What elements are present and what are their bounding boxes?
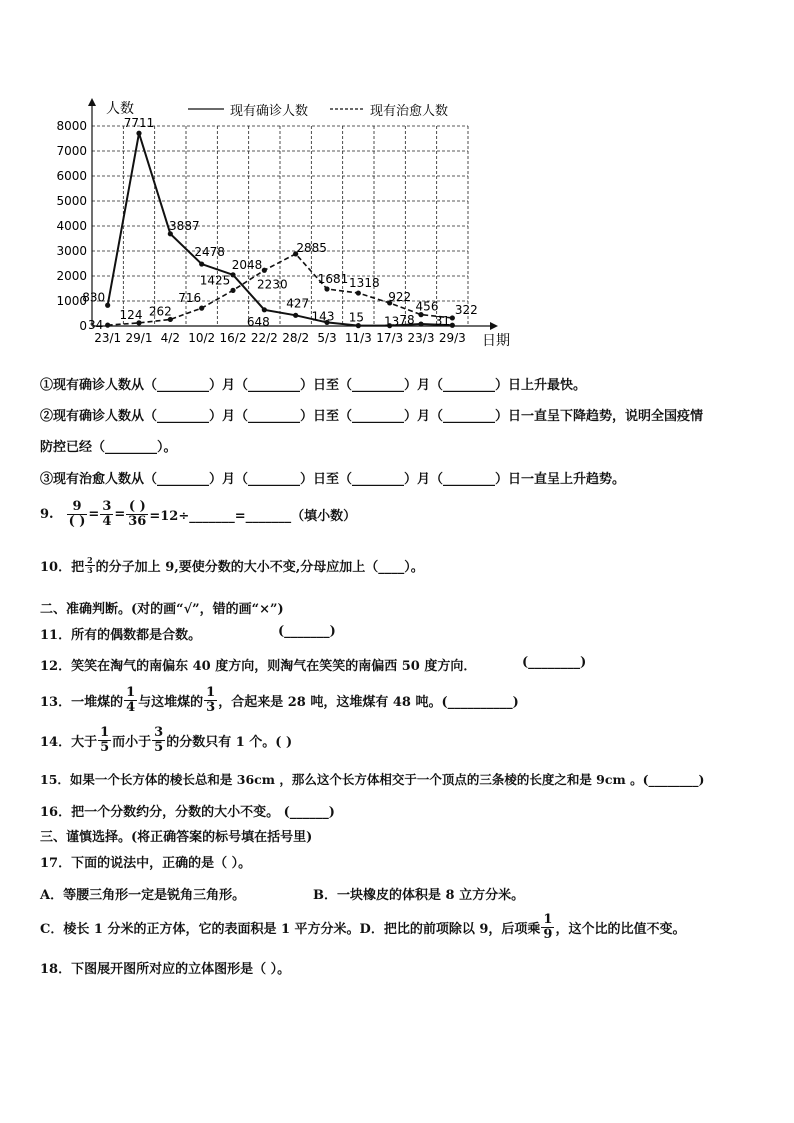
- question-9: [40, 496, 356, 532]
- y-tick-label: 2000: [56, 269, 87, 283]
- y-tick-label: 0: [79, 319, 87, 333]
- data-label: 7711: [123, 116, 155, 131]
- q10-fraction: $\frac{2}{3}$: [87, 555, 93, 575]
- q13-middle: 与这堆煤的: [138, 694, 204, 710]
- data-point: [136, 131, 141, 136]
- data-label: 322: [454, 302, 478, 317]
- data-point: [199, 306, 204, 311]
- q14-prefix: 14．大于: [40, 734, 98, 750]
- data-label: 143: [311, 309, 335, 324]
- data-label: 427: [286, 296, 310, 311]
- question-17: 17．下面的说法中，正确的是（ ）。: [40, 856, 252, 871]
- x-tick-label: 29/1: [125, 331, 153, 345]
- q13-fraction-2: $\frac{1}{3}$: [206, 684, 216, 715]
- q17-option-a: A．等腰三角形一定是锐角三角形。: [40, 888, 246, 903]
- y-tick-label: 5000: [56, 194, 87, 208]
- data-label: 456: [415, 299, 439, 314]
- q12-answer-blank: (________): [522, 655, 587, 670]
- data-label: 13: [384, 314, 400, 329]
- q8-item-a: ①现有确诊人数从（________）月（________）日至（________）月（________）日上升最快。: [40, 378, 587, 393]
- data-label: 124: [119, 307, 143, 322]
- q9-equals-2: =: [114, 506, 126, 522]
- legend-series-2: 现有治愈人数: [370, 104, 449, 119]
- q11-text: 11．所有的偶数都是合数。: [40, 628, 202, 643]
- section-3-heading: 三、谨慎选择。(将正确答案的标号填在括号里): [40, 830, 313, 845]
- y-tick-label: 1000: [56, 294, 87, 308]
- data-label: 15: [348, 310, 364, 325]
- data-label: 2048: [231, 257, 263, 272]
- question-10: [40, 552, 424, 578]
- q9-equals-1: =: [88, 506, 100, 522]
- x-tick-label: 22/2: [250, 331, 278, 345]
- q10-text: 的分子加上 9,要使分数的大小不变,分母应加上（____）。: [95, 559, 424, 575]
- data-label: 2885: [296, 240, 327, 255]
- q9-fraction-1: $\frac{9}{( )}$: [68, 498, 86, 529]
- section-2-heading: 二、准确判断。(对的画“√”，错的画“×”): [40, 602, 284, 617]
- data-label: 1681: [317, 271, 349, 286]
- data-label: 1425: [199, 273, 231, 288]
- y-tick-label: 3000: [56, 244, 87, 258]
- x-tick-label: 17/3: [376, 331, 404, 345]
- q14-middle: 而小于: [112, 734, 152, 750]
- question-16: 16．把一个分数约分，分数的大小不变。 (______): [40, 805, 335, 820]
- legend-series-1: 现有确诊人数: [230, 104, 309, 119]
- q17-option-c-text: C．棱长 1 分米的正方体，它的表面积是 1 平方分米。D．把比的前项除以 9，后项乘: [40, 921, 541, 937]
- x-tick-label: 23/3: [407, 331, 435, 345]
- data-label: 2478: [194, 245, 225, 260]
- data-label: 262: [148, 304, 172, 319]
- x-tick-label: 10/2: [188, 331, 216, 345]
- epidemic-line-chart: [40, 88, 510, 353]
- x-tick-label: 23/1: [94, 331, 122, 345]
- q17-option-c-d: [40, 908, 685, 946]
- y-axis-label: 人数: [106, 101, 134, 117]
- q13-suffix: ，合起来是 28 吨，这堆煤有 48 吨。(__________): [218, 694, 519, 710]
- x-tick-label: 4/2: [160, 331, 180, 345]
- data-label: 922: [388, 289, 412, 304]
- q8-item-b-line1: ②现有确诊人数从（________）月（________）日至（________）月（________）日一直呈下降趋势，说明全国疫情: [40, 409, 704, 424]
- data-label: 830: [82, 290, 106, 305]
- q8-item-b-line2: 防控已经（________）。: [40, 440, 177, 455]
- q9-fraction-3: $\frac{( )}{36}$: [128, 498, 147, 529]
- q13-prefix: 13．一堆煤的: [40, 694, 124, 710]
- x-axis-arrow: [490, 322, 498, 330]
- question-14: [40, 722, 292, 758]
- data-point: [230, 272, 235, 277]
- x-axis-label: 日期: [482, 333, 510, 349]
- data-point: [293, 313, 298, 318]
- q17-option-d-suffix: ，这个比的比值不变。: [555, 921, 686, 937]
- q14-fraction-2: $\frac{3}{5}$: [154, 724, 164, 755]
- x-tick-label: 16/2: [219, 331, 247, 345]
- y-tick-label: 6000: [56, 169, 87, 183]
- data-label: 34: [88, 318, 104, 333]
- question-15: 15．如果一个长方体的棱长总和是 36cm ，那么这个长方体相交于一个顶点的三条棱的长度之和是 9cm 。(________): [40, 772, 705, 787]
- q13-fraction-1: $\frac{1}{4}$: [126, 684, 136, 715]
- y-axis-arrow: [88, 98, 96, 106]
- q14-suffix: 的分数只有 1 个。( ): [166, 734, 293, 750]
- data-label: 716: [178, 291, 202, 306]
- data-point: [199, 261, 204, 266]
- data-point: [105, 303, 110, 308]
- q14-fraction-1: $\frac{1}{5}$: [100, 724, 110, 755]
- data-point: [262, 268, 267, 273]
- data-point: [262, 307, 267, 312]
- question-12: [40, 655, 587, 674]
- data-label: 648: [246, 314, 270, 329]
- question-18: 18．下图展开图所对应的立体图形是（ ）。: [40, 962, 291, 977]
- q17-option-b: B．一块橡皮的体积是 8 立方分米。: [313, 888, 525, 903]
- x-tick-label: 28/2: [282, 331, 310, 345]
- q9-number: 9.: [40, 506, 54, 522]
- data-point: [356, 290, 361, 295]
- q8-item-c: ③现有治愈人数从（________）月（________）日至（________）月（________）日一直呈上升趋势。: [40, 472, 626, 487]
- data-point: [418, 321, 423, 326]
- data-label: 1318: [349, 276, 380, 291]
- data-label: 3887: [169, 218, 200, 233]
- chart-legend: [188, 103, 448, 119]
- data-point: [230, 288, 235, 293]
- x-tick-label: 11/3: [344, 331, 372, 345]
- data-point: [105, 323, 110, 328]
- q9-rest: =12÷_______=_______（填小数）: [149, 508, 357, 524]
- q11-answer-blank: (_______): [278, 624, 336, 639]
- data-point: [450, 323, 455, 328]
- x-tick-label: 29/3: [438, 331, 466, 345]
- q17-fraction: $\frac{1}{9}$: [543, 911, 553, 942]
- data-label: 31: [434, 314, 450, 329]
- data-label: 78: [399, 313, 415, 328]
- question-11: [40, 624, 336, 643]
- y-tick-label: 8000: [56, 119, 87, 133]
- data-label: 2230: [257, 277, 288, 292]
- x-tick-label: 5/3: [317, 331, 337, 345]
- q10-prefix: 10．把: [40, 559, 85, 575]
- question-13: [40, 682, 519, 718]
- y-tick-label: 7000: [56, 144, 87, 158]
- q9-fraction-2: $\frac{3}{4}$: [102, 498, 112, 529]
- q12-text: 12．笑笑在淘气的南偏东 40 度方向，则淘气在笑笑的南偏西 50 度方向．: [40, 659, 477, 674]
- data-point: [324, 286, 329, 291]
- y-tick-label: 4000: [56, 219, 87, 233]
